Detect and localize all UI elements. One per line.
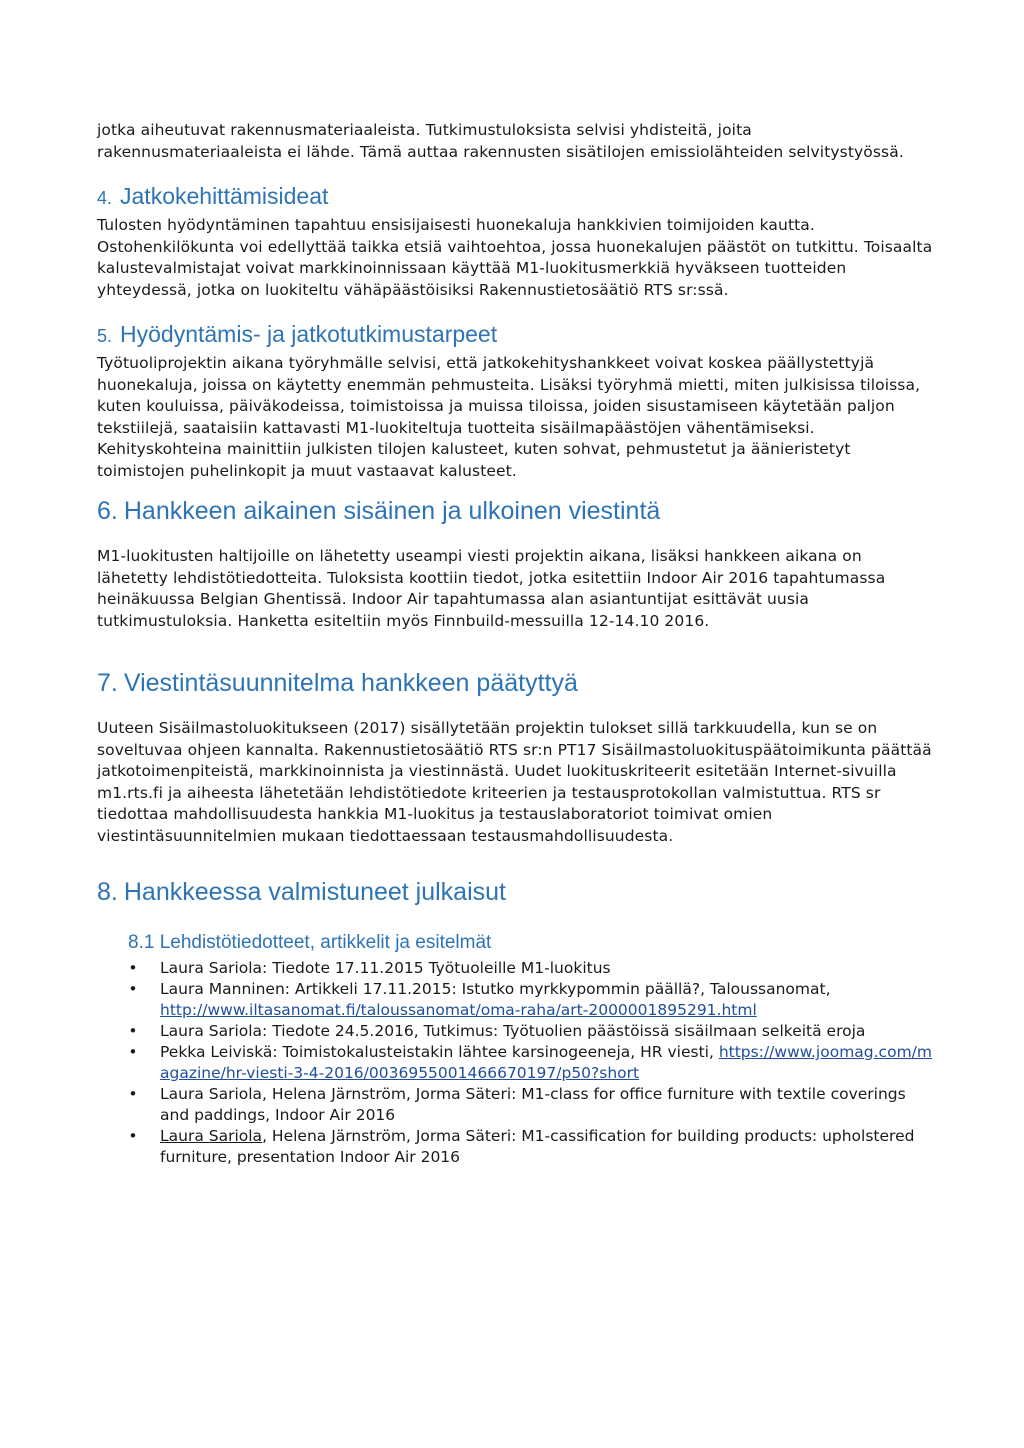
list-item-text: Laura Sariola: Tiedote 24.5.2016, Tutkimus: Työtuolien päästöissä sisäilmaan selkeitä eroja bbox=[160, 1022, 866, 1040]
list-item-text: Laura Manninen: Artikkeli 17.11.2015: Istutko myrkkypommin päällä?, Taloussanomat, bbox=[160, 980, 831, 998]
bullet-icon: • bbox=[128, 980, 138, 998]
section-6-title: Hankkeen aikainen sisäinen ja ulkoinen viestintä bbox=[123, 497, 661, 525]
bullet-icon: • bbox=[128, 1085, 138, 1103]
section-4-title: Jatkokehittämisideat bbox=[120, 183, 329, 209]
author-name: Laura Sariola bbox=[160, 1127, 263, 1145]
document-page bbox=[97, 120, 937, 1168]
section-7-title: Viestintäsuunnitelma hankkeen päätyttyä bbox=[123, 669, 578, 697]
article-link[interactable]: http://www.iltasanomat.fi/taloussanomat/oma-raha/art-2000001895291.html bbox=[160, 1001, 757, 1019]
section-5-heading bbox=[97, 319, 937, 351]
list-item-text: Pekka Leiviskä: Toimistokalusteistakin lähtee karsinogeeneja, HR viesti, bbox=[160, 1043, 714, 1061]
bullet-icon: • bbox=[128, 1043, 138, 1061]
section-6-heading bbox=[97, 494, 937, 528]
intro-paragraph: jotka aiheutuvat rakennusmateriaaleista. Tutkimustuloksista selvisi yhdisteitä, joita rakennusmateriaaleista ei lähde. Tämä auttaa rakennusten sisätilojen emissiolähteiden selvitystyössä. bbox=[97, 121, 904, 161]
list-item bbox=[97, 979, 937, 1021]
section-8-title: Hankkeessa valmistuneet julkaisut bbox=[123, 878, 506, 906]
list-item-text: Laura Sariola: Tiedote 17.11.2015 Työtuoleille M1-luokitus bbox=[160, 959, 611, 977]
section-6-body: M1-luokitusten haltijoille on lähetetty useampi viesti projektin aikana, lisäksi hankkeen aikana on lähetetty lehdistötiedotteita. Tuloksista koottiin tiedot, jotka esitettiin Indoor Air 2016 tapahtumassa heinäkuussa Belgian Ghentissä. Indoor Air tapahtumassa alan asiantuntijat esittävät uusia tutkimustuloksia. Hanketta esiteltiin myös Finnbuild-messuilla 12-14.10 2016. bbox=[97, 547, 886, 630]
section-4-number: 4. bbox=[97, 188, 113, 208]
section-4-body: Tulosten hyödyntäminen tapahtuu ensisijaisesti huonekaluja hankkivien toimijoiden kautta. Ostohenkilökunta voi edellyttää taikka etsiä vaihtoehtoa, jossa huonekalujen päästöt on tutkittu. Toisaalta kalustevalmistajat voivat markkinoinnissaan käyttää M1-luokitusmerkkiä hyväkseen tuotteiden yhteydessä, jotka on luokiteltu vähäpäästöisiksi Rakennustietosäätiö RTS sr:ssä. bbox=[97, 216, 933, 299]
section-5-body: Työtuoliprojektin aikana työryhmälle selvisi, että jatkokehityshankkeet voivat koskea päällystettyjä huonekaluja, joissa on käytetty enemmän pehmusteita. Lisäksi työryhmä mietti, miten julkisissa tiloissa, kuten kouluissa, päiväkodeissa, toimistoissa ja muissa tiloissa, joiden sisustamiseen käytetään paljon tekstiilejä, saataisiin kattavasti M1-luokiteltuja tuotteita sisäilmapäästöjen vähentämiseksi. Kehityskohteina mainittiin julkisten tilojen kalusteet, kuten sohvat, pehmustetut ja äänieristetyt toimistojen puhelinkopit ja muut vastaavat kalusteet. bbox=[97, 354, 921, 480]
list-item bbox=[97, 1084, 937, 1126]
publications-list bbox=[97, 958, 937, 1168]
section-6-number: 6. bbox=[97, 497, 118, 525]
list-item bbox=[97, 958, 937, 979]
section-5-number: 5. bbox=[97, 326, 113, 346]
section-5-title: Hyödyntämis- ja jatkotutkimustarpeet bbox=[120, 321, 498, 347]
list-item-text: , Helena Järnström, Jorma Säteri: M1-cassification for building products: upholstered furniture, presentation Indoor Air 2016 bbox=[160, 1127, 915, 1166]
section-8-1-heading: 8.1 Lehdistötiedotteet, artikkelit ja esitelmät bbox=[128, 932, 492, 953]
bullet-icon: • bbox=[128, 959, 138, 977]
section-7-body: Uuteen Sisäilmastoluokitukseen (2017) sisällytetään projektin tulokset sillä tarkkuudella, kun se on soveltuvaa ohjeen kannalta. Rakennustietosäätiö RTS sr:n PT17 Sisäilmastoluokituspäätoimikunta päättää jatkotoimenpiteistä, markkinoinnista ja viestinnästä. Uudet luokituskriteerit esitetään Internet-sivuilla m1.rts.fi ja aiheesta lähetetään lehdistötiedote kriteerien ja testausprotokollan valmistuttua. RTS sr tiedottaa mahdollisuudesta hankkia M1-luokitus ja testauslaboratoriot toimivat omien viestintäsuunnitelmien mukaan tiedottaessaan testausmahdollisuudesta. bbox=[97, 719, 932, 845]
section-8-heading bbox=[97, 875, 937, 909]
section-8-number: 8. bbox=[97, 878, 118, 906]
bullet-icon: • bbox=[128, 1022, 138, 1040]
section-7-number: 7. bbox=[97, 669, 118, 697]
section-7-heading bbox=[97, 666, 937, 700]
list-item bbox=[97, 1042, 937, 1084]
list-item bbox=[97, 1126, 937, 1168]
bullet-icon: • bbox=[128, 1127, 138, 1145]
section-4-heading bbox=[97, 181, 937, 213]
list-item bbox=[97, 1021, 937, 1042]
magazine-link[interactable]: https://www.joomag.com/magazine/hr-viesti-3-4-2016/0036955001466670197/p50?short bbox=[160, 1043, 932, 1082]
list-item-text: Laura Sariola, Helena Järnström, Jorma Säteri: M1-class for office furniture with textile coverings and paddings, Indoor Air 2016 bbox=[160, 1085, 906, 1124]
